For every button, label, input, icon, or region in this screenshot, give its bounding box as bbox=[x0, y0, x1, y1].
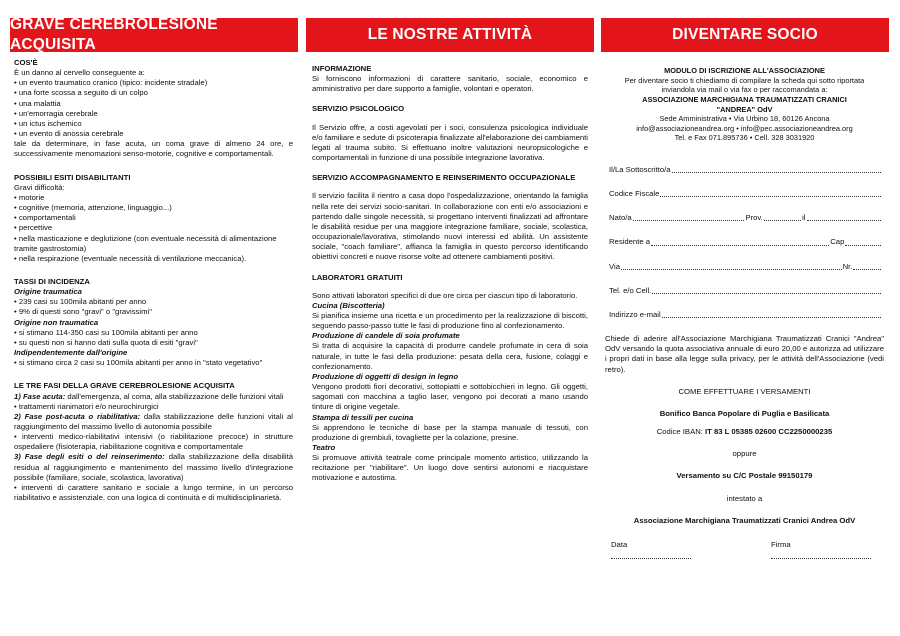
column-cerebrolesione bbox=[10, 15, 298, 623]
contact-phone: Tel. e Fax 071.895736 • Cell. 328 3031920 bbox=[674, 133, 815, 143]
intestato-text: intestato a bbox=[726, 493, 763, 503]
section-title-psicologico: SERVIZIO PSICOLOGICO bbox=[312, 104, 405, 114]
fase-2-label: 2) Fase post-acuta o riabilitativa: bbox=[14, 411, 141, 421]
cos-e-item: • un ictus ischemico bbox=[14, 118, 82, 128]
fase-3-text: dalla stabilizzazione della disabilità residua al raggiungimento e mantenimento del massimo livello d'integrazione possibile (familiare, sociale, scolastica, lavorativa) bbox=[14, 452, 293, 482]
field-nato[interactable] bbox=[609, 213, 882, 223]
column-socio bbox=[601, 18, 889, 623]
postale-text: Versamento su C/C Postale 99150179 bbox=[676, 471, 813, 481]
cos-e-outro: tale da determinare, in fase acuta, un coma grave di almeno 24 ore, e successivamente menomazioni senso-motorie, cognitive e comportamentali. bbox=[14, 139, 293, 159]
fase-1-text: dall'emergenza, al coma, alla stabilizzazione delle funzioni vitali bbox=[65, 391, 284, 401]
fase-3 bbox=[14, 452, 293, 482]
field-label: Nr. bbox=[842, 261, 853, 271]
tassi-item: • si stimano 114-350 casi su 100mila abitanti per anno bbox=[14, 327, 198, 337]
tassi-item: • 9% di questi sono "gravi" o "gravissimi" bbox=[14, 307, 152, 317]
field-codice-fiscale[interactable] bbox=[609, 189, 882, 199]
field-sottoscritto[interactable] bbox=[609, 165, 882, 175]
iban-line bbox=[605, 427, 884, 437]
fase-1 bbox=[14, 392, 293, 402]
tassi-item: • 239 casi su 100mila abitanti per anno bbox=[14, 297, 147, 307]
field-label: Il/La Sottoscritto/a bbox=[609, 165, 671, 174]
field-label: Cap bbox=[830, 237, 845, 247]
esiti-item: • comportamentali bbox=[14, 213, 76, 223]
lab-teatro-text: Si promuove attività teatrale come principale momento artistico, utilizzando la recitazione per "riabilitare". Un luogo dove sentirsi autonomi e riacquistare motivazione e autostima. bbox=[312, 453, 588, 483]
esiti-item: • cognitive (memoria, attenzione, linguaggio...) bbox=[14, 203, 172, 213]
column-attivita bbox=[306, 18, 594, 623]
data-label: Data bbox=[611, 539, 628, 549]
fase-3-item: • interventi di carattere sanitario e sociale a lungo termine, in un percorso riabilitativo e assistenziale, con una logica di continuità e di multidisciplinarietà. bbox=[14, 482, 293, 503]
header-cerebrolesione: GRAVE CEREBROLESIONE ACQUISITA bbox=[10, 18, 298, 52]
modulo-line: inviandola via mail o via fax o per raccomandata a: bbox=[661, 85, 828, 95]
esiti-intro: Gravi difficoltà: bbox=[14, 182, 65, 192]
tassi-sub-non-traumatica: Origine non traumatica bbox=[14, 317, 99, 327]
form-fields bbox=[605, 165, 884, 320]
fase-1-label: 1) Fase acuta: bbox=[14, 391, 66, 401]
cos-e-item: • una malattia bbox=[14, 98, 61, 108]
firma-field[interactable] bbox=[771, 540, 871, 559]
tassi-item: • su questi non si hanno dati sulla quota di esiti "gravi" bbox=[14, 337, 198, 347]
tassi-sub-indipendente: Indipendentemente dall'origine bbox=[14, 348, 128, 358]
field-label: Prov. bbox=[745, 213, 763, 223]
lab-legno-text: Vengono prodotti fiori decorativi, sottopiatti e sottobicchieri in legno. Gli oggetti, sagomati con macchina a taglio laser, vengono poi decorati a mano usando tinture di origine vegetale. bbox=[312, 382, 588, 412]
tassi-item: • si stimano circa 2 casi su 100mila abitanti per anno in "stato vegetativo" bbox=[14, 358, 263, 368]
modulo-title: MODULO DI ISCRIZIONE ALL'ASSOCIAZIONE bbox=[664, 66, 825, 75]
esiti-item: • motorie bbox=[14, 192, 45, 202]
lab-legno-title: Produzione di oggetti di design in legno bbox=[312, 371, 459, 381]
tassi-sub-traumatica: Origine traumatica bbox=[14, 287, 82, 297]
iban-label: Codice IBAN: bbox=[656, 427, 706, 437]
fase-2-text: dalla stabilizzazione delle funzioni vitali al raggiungimento del massimo livello di autonomia possibile bbox=[14, 411, 293, 431]
field-label: il bbox=[802, 213, 806, 223]
signature-area bbox=[605, 540, 884, 559]
fase-2-item: • interventi medico-riabilitativi intensivi (o riabilitazione precoce) in strutture ospedaliere (fisioterapia, riabilitazione cognitiva e comportamentale bbox=[14, 432, 293, 452]
lab-candele-title: Produzione di candele di soia profumate bbox=[312, 331, 460, 341]
section-title-fasi: LE TRE FASI DELLA GRAVE CEREBROLESIONE ACQUISITA bbox=[14, 381, 235, 391]
section-title-cos-e: COS'È bbox=[14, 58, 38, 67]
assoc-name: ASSOCIAZIONE MARCHIGIANA TRAUMATIZZATI CRANICI bbox=[642, 94, 847, 104]
informazione-text: Si forniscono informazioni di carattere sanitario, sociale, economico e amministrativo per dare supporto a famiglie, volontari e operatori. bbox=[312, 74, 588, 94]
modulo-line: Per diventare socio ti chiediamo di compilare la scheda qui sotto riportata bbox=[624, 75, 865, 85]
fase-1-item: • trattamenti rianimatori e/o neurochirurgici bbox=[14, 401, 159, 411]
cos-e-item: • un'emorragia cerebrale bbox=[14, 108, 98, 118]
section-title-accompagnamento: SERVIZIO ACCOMPAGNAMENTO E REINSERIMENTO OCCUPAZIONALE bbox=[312, 173, 576, 183]
lab-teatro-title: Teatro bbox=[312, 443, 336, 452]
versamenti-title: COME EFFETTUARE I VERSAMENTI bbox=[678, 386, 811, 396]
cos-e-item: • una forte scossa a seguito di un colpo bbox=[14, 88, 148, 98]
cos-e-intro: È un danno al cervello conseguente a: bbox=[14, 68, 145, 78]
field-label: Tel. e/o Cell. bbox=[609, 285, 652, 295]
cos-e-item: • un evento traumatico cranico (tipico: incidente stradale) bbox=[14, 78, 208, 88]
fase-3-label: 3) Fase degli esiti o del reinserimento: bbox=[14, 452, 165, 462]
field-label: Codice Fiscale bbox=[609, 189, 660, 199]
assoc-name-2: "ANDREA" OdV bbox=[716, 104, 773, 114]
intestatario-text: Associazione Marchigiana Traumatizzati Cranici Andrea OdV bbox=[633, 515, 856, 525]
accompagnamento-text: Il servizio facilita il rientro a casa dopo l'ospedalizzazione, orientando la famiglia nella rete dei servizi socio-sanitari. In collaborazione con enti e/o associazioni e partendo dalle singole necessità, si progettano interventi finalizzati ad affrontare le disabilità residue per una maggiore integrazione familiare, sociale, scolastica, occupazionale/lavorativa, stimolando nuovi interessi ed abilità. Un assistente sociale, "coach familiare", affianca la famiglia in questo percorso identificando obiettivi concreti e nuove risorse volte ad ottenere cambiamenti positivi. bbox=[312, 191, 588, 262]
field-via[interactable] bbox=[609, 262, 882, 272]
field-label: Indirizzo e-mail bbox=[609, 309, 661, 319]
field-email[interactable] bbox=[609, 310, 882, 320]
lab-tessili-text: Si apprendono le tecniche di base per la stampa manuale di tessuti, con produzione di grembiuli, tovagliette per la colazione, presine. bbox=[312, 422, 588, 442]
field-residente[interactable] bbox=[609, 237, 882, 247]
field-telefono[interactable] bbox=[609, 286, 882, 296]
lab-cucina-text: Si pianifica insieme una ricetta e un procedimento per la realizzazione di biscotti, seguendo passo-passo tutte le fasi di produzione fino al confezionamento. bbox=[312, 310, 588, 331]
sede-address: Sede Amministrativa • Via Urbino 18, 60126 Ancona bbox=[659, 114, 830, 124]
psicologico-text: Il Servizio offre, a costi agevolati per i soci, consulenza psicologica individuale e/o familiare e sedute di psicoterapia finalizzate all'elaborazione dei cambiamenti legati al trauma subito. Si effettuano inoltre valutazioni neuropsicologiche e comportamentali in funzione di una possibile integrazione lavorativa. bbox=[312, 122, 588, 163]
bonifico-text: Bonifico Banca Popolare di Puglia e Basilicata bbox=[659, 408, 830, 418]
contact-emails: info@associazioneandrea.org • info@pec.associazioneandrea.org bbox=[636, 123, 853, 133]
esiti-item: • nella respirazione (eventuale necessità di ventilazione meccanica). bbox=[14, 253, 247, 263]
data-field[interactable] bbox=[611, 540, 691, 559]
iban-value: IT 83 L 05385 02600 CC2250000235 bbox=[705, 427, 833, 437]
section-title-tassi: TASSI DI INCIDENZA bbox=[14, 276, 90, 286]
fase-2 bbox=[14, 412, 293, 432]
section-title-esiti: POSSIBILI ESITI DISABILITANTI bbox=[14, 172, 131, 182]
laboratori-text: Sono attivati laboratori specifici di due ore circa per ciascun tipo di laboratorio. bbox=[312, 290, 578, 300]
field-label: Via bbox=[609, 261, 620, 271]
esiti-item: • percettive bbox=[14, 223, 53, 233]
lab-candele-text: Si tratta di acquisire la capacità di produrre candele profumate in cera di soia naturale, in tutte le fasi della produzione: pesata della cera, fusione, colaggi e confezionamento. bbox=[312, 341, 588, 371]
header-attivita: LE NOSTRE ATTIVITÀ bbox=[306, 18, 594, 52]
lab-cucina-title: Cucina (Biscotteria) bbox=[312, 300, 385, 310]
esiti-item: • nella masticazione e deglutizione (con eventuale necessità di alimentazione tramite gastrostomia) bbox=[14, 233, 277, 253]
header-socio: DIVENTARE SOCIO bbox=[601, 18, 889, 52]
field-label: Residente a bbox=[609, 237, 651, 247]
section-title-laboratori: LABORATOR1 GRATUITI bbox=[312, 272, 403, 282]
oppure-text: oppure bbox=[732, 449, 757, 459]
section-title-informazione: INFORMAZIONE bbox=[312, 64, 372, 73]
firma-label: Firma bbox=[771, 539, 791, 549]
field-label: Nato/a bbox=[609, 213, 632, 223]
cos-e-item: • un evento di anossia cerebrale bbox=[14, 129, 124, 139]
lab-tessili-title: Stampa di tessili per cucina bbox=[312, 412, 414, 422]
chiede-text: Chiede di aderire all'Associazione Marchigiana Traumatizzati Cranici "Andrea" OdV versando la quota associativa annuale di euro 20,00 e autorizza ad utilizzare i propri dati in base alla legge sulla privacy, per le attività dell'Associazione (vedi retro). bbox=[605, 334, 884, 374]
